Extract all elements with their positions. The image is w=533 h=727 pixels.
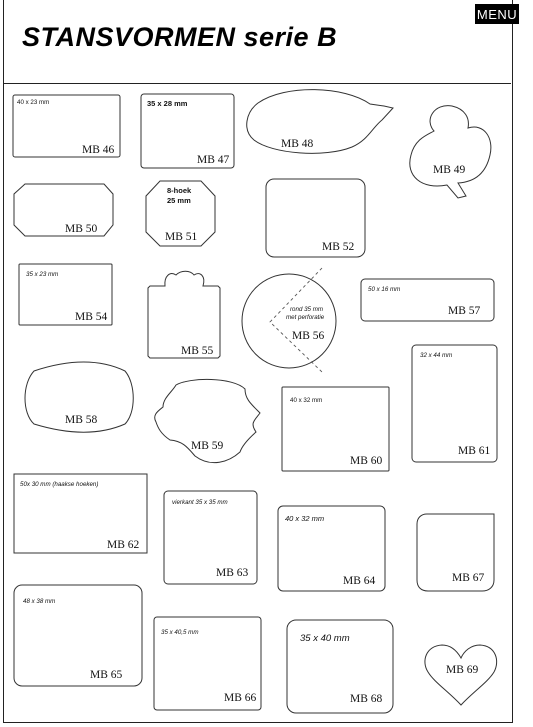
die-code-label: MB 61 — [458, 445, 491, 457]
die-mb-49[interactable] — [410, 106, 491, 198]
die-code-label: MB 69 — [446, 664, 479, 676]
die-mb-51[interactable] — [146, 181, 215, 246]
die-mb-60[interactable] — [282, 387, 389, 471]
die-size-label: 35 x 23 mm — [26, 271, 59, 278]
die-mb-61[interactable] — [412, 345, 497, 462]
die-code-label: MB 55 — [181, 345, 214, 357]
die-code-label: MB 48 — [281, 138, 314, 150]
die-code-label: MB 51 — [165, 231, 198, 243]
die-outline — [247, 90, 393, 154]
die-mb-54[interactable] — [19, 264, 112, 325]
die-outline — [242, 274, 336, 368]
die-mb-46[interactable] — [13, 95, 120, 157]
die-mb-62[interactable] — [14, 474, 147, 553]
die-size-label: rond 35 mm — [290, 306, 324, 313]
die-code-label: MB 56 — [292, 330, 325, 342]
die-code-label: MB 46 — [82, 144, 115, 156]
die-mb-63[interactable] — [164, 491, 257, 584]
die-mb-58[interactable] — [25, 362, 133, 432]
die-code-label: MB 63 — [216, 567, 249, 579]
die-code-label: MB 50 — [65, 223, 98, 235]
die-size-label: 40 x 23 mm — [17, 99, 50, 106]
page-title: STANSVORMEN serie B — [22, 22, 338, 52]
die-size-label: 35 x 40 mm — [300, 633, 350, 644]
die-outline — [410, 106, 491, 198]
die-size-label: 50x 30 mm (haakse hoeken) — [20, 481, 99, 488]
die-mb-69[interactable] — [425, 645, 497, 705]
die-size-label: 25 mm — [167, 196, 191, 205]
die-code-label: MB 47 — [197, 154, 230, 166]
die-size-label: 50 x 16 mm — [368, 286, 401, 293]
die-code-label: MB 64 — [343, 575, 376, 587]
die-mb-55[interactable] — [148, 271, 220, 358]
die-code-label: MB 52 — [322, 241, 355, 253]
die-size-label: vierkant 35 x 35 mm — [172, 499, 228, 506]
die-mb-50[interactable] — [14, 184, 113, 236]
die-mb-59[interactable] — [155, 379, 260, 462]
die-mb-65[interactable] — [14, 585, 142, 686]
die-code-label: MB 57 — [448, 305, 481, 317]
die-mb-64[interactable] — [278, 506, 385, 591]
die-mb-66[interactable] — [154, 617, 261, 710]
die-mb-48[interactable] — [247, 90, 393, 154]
die-size-label: 32 x 44 mm — [420, 352, 453, 359]
die-code-label: MB 67 — [452, 572, 485, 584]
die-code-label: MB 62 — [107, 539, 140, 551]
die-size-label: 35 x 40,5 mm — [161, 629, 199, 636]
menu-button[interactable]: MENU — [475, 4, 519, 24]
die-size-label: 8-hoek — [167, 186, 192, 195]
die-size-label: 48 x 38 mm — [23, 598, 56, 605]
die-mb-52[interactable] — [266, 179, 365, 257]
die-size-label: met perforatie — [286, 314, 325, 321]
die-code-label: MB 59 — [191, 440, 224, 452]
die-size-label: 40 x 32 mm — [290, 397, 323, 404]
die-size-label: 35 x 28 mm — [147, 99, 188, 108]
die-code-label: MB 58 — [65, 414, 98, 426]
die-mb-56[interactable] — [242, 268, 336, 372]
die-mb-57[interactable] — [361, 279, 494, 321]
die-code-label: MB 54 — [75, 311, 108, 323]
die-mb-67[interactable] — [417, 514, 494, 591]
die-mb-47[interactable] — [141, 94, 234, 168]
die-mb-68[interactable] — [287, 620, 393, 713]
die-code-label: MB 68 — [350, 693, 383, 705]
die-code-label: MB 66 — [224, 692, 257, 704]
die-code-label: MB 65 — [90, 669, 123, 681]
die-outline — [14, 184, 113, 236]
die-size-label: 40 x 32 mm — [285, 514, 325, 523]
die-code-label: MB 49 — [433, 164, 466, 176]
die-code-label: MB 60 — [350, 455, 383, 467]
